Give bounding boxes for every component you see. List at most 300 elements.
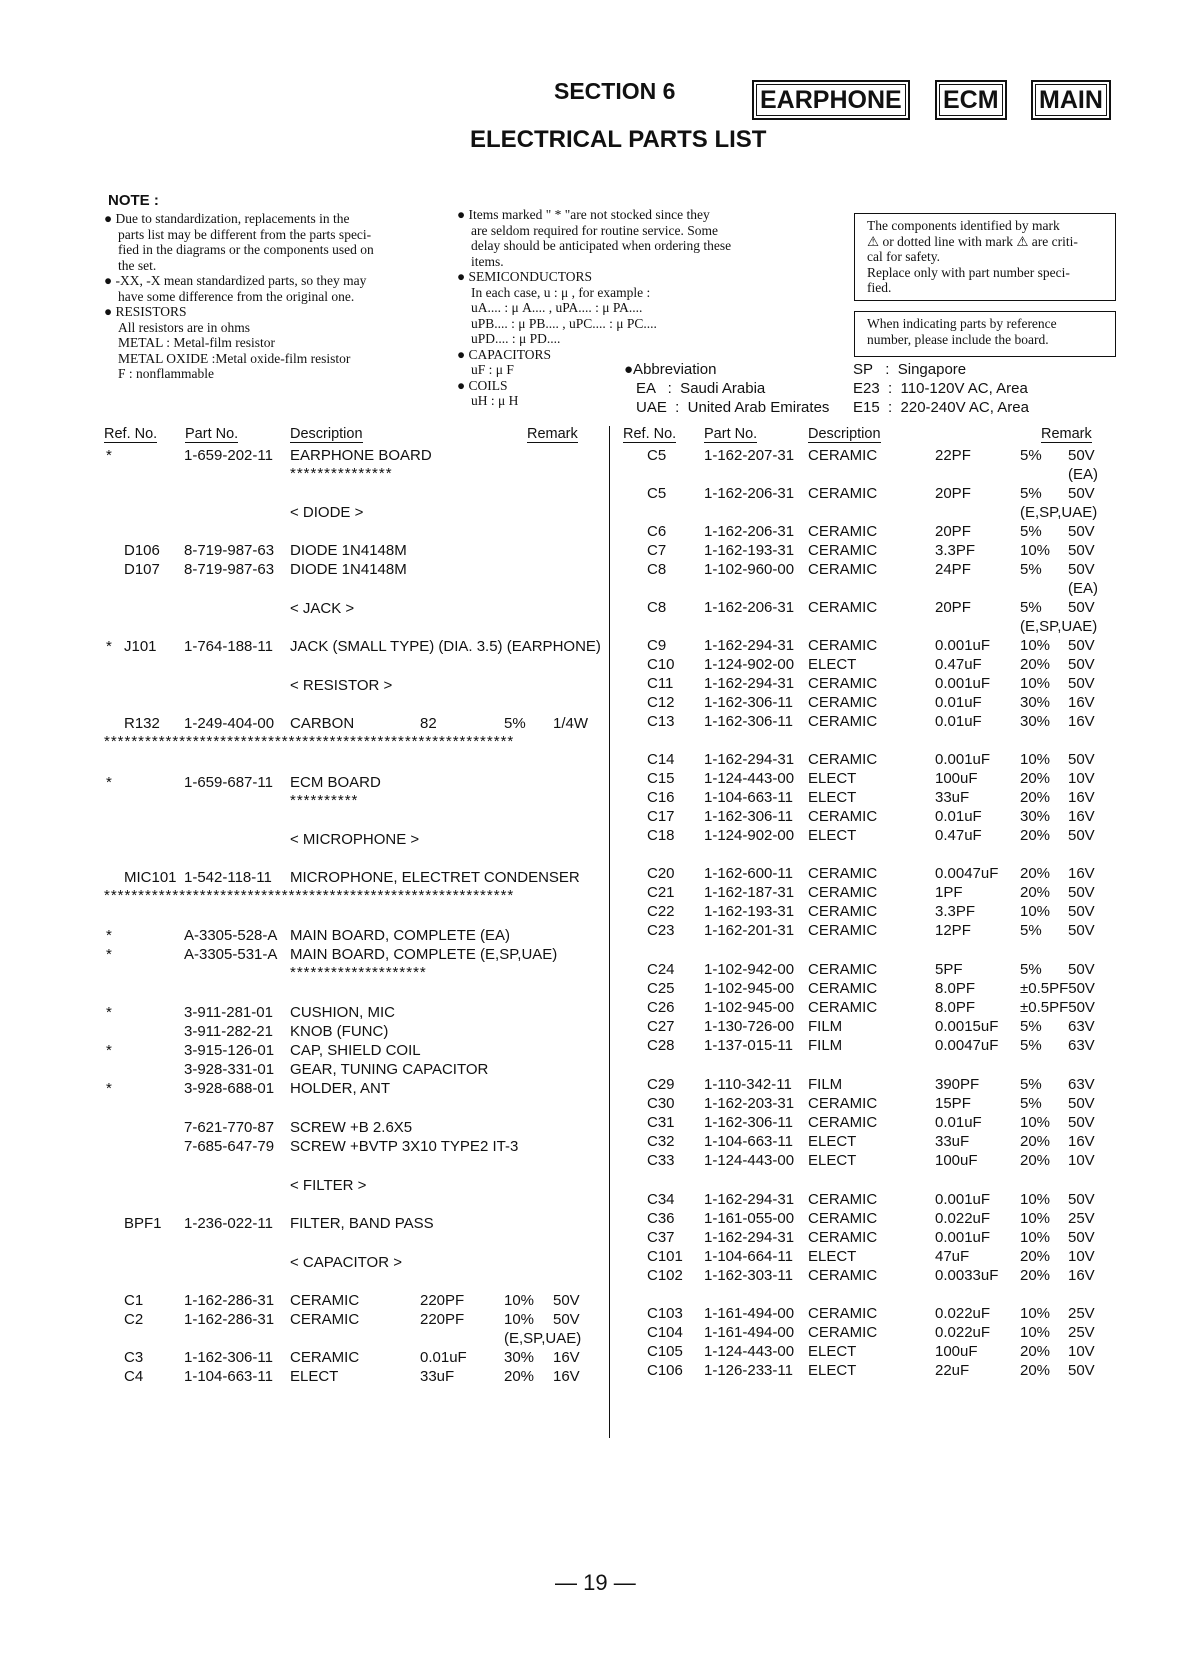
abbreviation-uae: UAE : United Arab Emirates	[636, 399, 830, 416]
cell-ref: C27	[647, 1018, 675, 1035]
cell-val: 0.0047uF	[935, 865, 999, 882]
cell-part: 1-162-207-31	[704, 447, 795, 464]
cell-part: 1-102-942-00	[704, 961, 795, 978]
cell-tol: 5%	[1020, 599, 1042, 616]
table-row	[0, 503, 1190, 523]
cell-part: 3-911-282-21	[184, 1023, 273, 1040]
cell-desc: MAIN BOARD, COMPLETE (EA)	[290, 927, 511, 944]
table-row	[0, 1132, 1190, 1152]
cell-part: 1-162-306-11	[704, 1114, 793, 1131]
note-line: In each case, u : μ , for example :	[471, 284, 651, 300]
cell-part: 1-162-286-31	[184, 1292, 275, 1309]
cell-volt: 16V	[553, 1349, 580, 1366]
cell-part: 1-162-294-31	[704, 751, 795, 768]
cell-tol: 20%	[504, 1368, 535, 1385]
cell-ref: C31	[647, 1114, 675, 1131]
note-line: uF : μ F	[471, 362, 514, 377]
table-row	[0, 1113, 1190, 1133]
cell-val: 100uF	[935, 1152, 978, 1169]
cell-part: 1-124-902-00	[704, 827, 795, 844]
cell-ref: C3	[124, 1349, 144, 1366]
cell-ref: D106	[124, 542, 160, 559]
cell-ref: R132	[124, 715, 160, 732]
table-row	[0, 1094, 1190, 1114]
cell-ref: C5	[647, 485, 667, 502]
cell-volt: 50V	[1068, 675, 1095, 692]
cell-volt: 50V	[553, 1311, 580, 1328]
cell-part: 1-162-193-31	[704, 542, 795, 559]
cell-desc: CERAMIC	[808, 751, 878, 768]
cell-val: 5PF	[935, 961, 963, 978]
cell-val: 33uF	[935, 789, 970, 806]
table-row	[0, 1228, 1190, 1248]
cell-volt: 50V	[1068, 751, 1095, 768]
cell-volt: 50V	[1068, 656, 1095, 673]
cell-tol: 20%	[1020, 770, 1051, 787]
cell-ref: C24	[647, 961, 675, 978]
cell-val: 3.3PF	[935, 903, 976, 920]
table-row	[0, 1151, 1190, 1171]
cell-ref: C32	[647, 1133, 675, 1150]
header-part-no: Part No.	[704, 426, 758, 442]
table-row	[0, 807, 1190, 827]
note-line: METAL OXIDE :Metal oxide-film resistor	[118, 350, 351, 366]
cell-desc: CERAMIC	[808, 542, 878, 559]
cell-part: 1-162-306-11	[704, 694, 793, 711]
cell-desc: < CAPACITOR >	[290, 1254, 402, 1271]
cell-part: 1-162-294-31	[704, 637, 795, 654]
note-line: are seldom required for routine service. Some	[471, 222, 719, 238]
cell-val: 0.001uF	[935, 675, 991, 692]
cell-part: 1-162-193-31	[704, 903, 795, 920]
cell-desc: CERAMIC	[290, 1311, 360, 1328]
cell-desc: CERAMIC	[808, 1191, 878, 1208]
note-line: METAL : Metal-film resistor	[118, 335, 276, 350]
table-row	[0, 1342, 1190, 1362]
cell-ref: C17	[647, 808, 675, 825]
cell-part: 1-542-118-11	[184, 869, 272, 886]
cell-val: 0.0047uF	[935, 1037, 999, 1054]
cell-part: 1-130-726-00	[704, 1018, 795, 1035]
cell-desc: ELECT	[808, 1362, 857, 1379]
cell-ref: C106	[647, 1362, 683, 1379]
cell-tol: 10%	[1020, 1191, 1051, 1208]
tag-earphone: EARPHONE	[752, 80, 910, 120]
cell-part: 1-236-022-11	[184, 1215, 273, 1232]
note-line: F : nonflammable	[118, 366, 214, 381]
cell-part: 1-161-055-00	[704, 1210, 795, 1227]
cell-val: 20PF	[935, 599, 971, 616]
cell-val: 24PF	[935, 561, 971, 578]
cell-desc: CERAMIC	[808, 865, 878, 882]
cell-desc: CERAMIC	[290, 1349, 360, 1366]
cell-volt: 25V	[1068, 1305, 1095, 1322]
cell-desc: FILM	[808, 1037, 843, 1054]
cell-tol: 10%	[1020, 1210, 1051, 1227]
cell-volt: 50V	[1068, 485, 1095, 502]
note-heading: NOTE :	[108, 192, 159, 209]
cell-val: 3.3PF	[935, 542, 976, 559]
cell-tol: 5%	[1020, 523, 1042, 540]
note-line: ● -XX, -X mean standardized parts, so they may	[104, 273, 367, 288]
cell-val: 20PF	[935, 523, 971, 540]
table-row	[0, 788, 1190, 808]
cell-tol: 5%	[1020, 1076, 1042, 1093]
cell-desc: ELECT	[808, 1248, 857, 1265]
cell-desc: CERAMIC	[808, 980, 878, 997]
table-row	[0, 826, 1190, 846]
cell-tol: (E,SP,UAE)	[1020, 618, 1098, 635]
cell-part: 1-161-494-00	[704, 1305, 795, 1322]
cell-val: 82	[420, 715, 437, 732]
header-ref-no: Ref. No.	[623, 426, 677, 442]
cell-desc: CERAMIC	[808, 903, 878, 920]
cell-ref: C36	[647, 1210, 675, 1227]
note-line: fied in the diagrams or the components used on	[118, 242, 374, 257]
cell-desc: ELECT	[290, 1368, 339, 1385]
cell-val: 33uF	[935, 1133, 970, 1150]
cell-val: 8.0PF	[935, 980, 976, 997]
cell-desc: CERAMIC	[808, 808, 878, 825]
cell-part: 1-124-902-00	[704, 656, 795, 673]
cell-desc: ELECT	[808, 1133, 857, 1150]
cell-tol: 5%	[1020, 485, 1042, 502]
cell-part: 1-162-600-11	[704, 865, 793, 882]
note-line: ● Items marked " * "are not stocked since they	[457, 207, 710, 222]
cell-part: 1-162-294-31	[704, 675, 795, 692]
cell-part: 1-161-494-00	[704, 1324, 795, 1341]
cell-tol: 5%	[1020, 1095, 1042, 1112]
cell-val: 12PF	[935, 922, 971, 939]
table-row	[0, 1209, 1190, 1229]
cell-part: 1-162-206-31	[704, 599, 795, 616]
cell-part: 3-928-331-01	[184, 1061, 275, 1078]
abbreviation-sp: SP : Singapore	[853, 361, 967, 378]
cell-part: 1-137-015-11	[704, 1037, 793, 1054]
table-row	[0, 960, 1190, 980]
cell-ref: BPF1	[124, 1215, 162, 1232]
cell-part: A-3305-531-A	[184, 946, 278, 963]
cell-tol: 20%	[1020, 1152, 1051, 1169]
cell-part: 3-915-126-01	[184, 1042, 275, 1059]
cell-tol: 10%	[1020, 903, 1051, 920]
cell-tol: 20%	[1020, 789, 1051, 806]
cell-desc: < RESISTOR >	[290, 677, 393, 694]
header-description: Description	[290, 426, 363, 442]
cell-ref: C22	[647, 903, 675, 920]
cell-volt: 10V	[1068, 770, 1095, 787]
reference-line: When indicating parts by reference	[867, 316, 1057, 331]
cell-volt: 50V	[1068, 1114, 1095, 1131]
cell-desc: CERAMIC	[808, 694, 878, 711]
cell-ref: C21	[647, 884, 675, 901]
cell-desc: ECM BOARD	[290, 774, 381, 791]
cell-val: 0.001uF	[935, 1191, 991, 1208]
page-number: — 19 —	[555, 1570, 636, 1595]
cell-desc: MICROPHONE, ELECTRET CONDENSER	[290, 869, 580, 886]
cell-volt: 16V	[1068, 1267, 1095, 1284]
cell-volt: 50V	[1068, 1095, 1095, 1112]
cell-tol: 30%	[1020, 808, 1051, 825]
note-line: ● COILS	[457, 377, 508, 393]
cell-tol: 30%	[1020, 713, 1051, 730]
cell-val: 100uF	[935, 1343, 978, 1360]
cell-volt: 16V	[1068, 865, 1095, 882]
cell-part: 1-102-945-00	[704, 980, 795, 997]
cell-ref: C1	[124, 1292, 144, 1309]
cell-val: 0.01uF	[935, 694, 982, 711]
note-line: the set.	[118, 257, 157, 273]
cell-val: 220PF	[420, 1311, 465, 1328]
table-row	[0, 1190, 1190, 1210]
cell-ref: C18	[647, 827, 675, 844]
section-heading: SECTION 6	[554, 78, 676, 104]
cell-tol: 20%	[1020, 865, 1051, 882]
cell-part: 1-124-443-00	[704, 770, 795, 787]
cell-desc: < FILTER >	[290, 1177, 367, 1194]
cell-part: 1-104-663-11	[704, 789, 793, 806]
cell-volt: 50V	[1068, 961, 1095, 978]
cell-volt: 10V	[1068, 1343, 1095, 1360]
note-line: ● SEMICONDUCTORS	[457, 269, 593, 284]
cell-volt: 16V	[1068, 789, 1095, 806]
cell-tol: 20%	[1020, 884, 1051, 901]
header-ref-no: Ref. No.	[104, 426, 158, 442]
cell-volt: 1/4W	[553, 715, 589, 732]
note-line: All resistors are in ohms	[118, 319, 250, 335]
cell-tol: 10%	[1020, 1229, 1051, 1246]
table-row	[0, 465, 1190, 485]
cell-tol: 10%	[504, 1311, 535, 1328]
cell-val: 100uF	[935, 770, 978, 787]
cell-volt: 50V	[1068, 922, 1095, 939]
cell-part: 8-719-987-63	[184, 561, 275, 578]
abbreviation-e23: E23 : 110-120V AC, Area	[853, 380, 1028, 397]
table-row	[0, 769, 1190, 789]
cell-desc: CERAMIC	[808, 1267, 878, 1284]
table-row	[0, 598, 1190, 618]
cell-val: 0.022uF	[935, 1305, 991, 1322]
cell-tol: 10%	[1020, 542, 1051, 559]
cell-ref: C5	[647, 447, 667, 464]
cell-desc: JACK (SMALL TYPE) (DIA. 3.5) (EARPHONE)	[290, 638, 601, 655]
note-line: have some difference from the original one.	[118, 288, 355, 304]
cell-tol: ±0.5PF50V	[1020, 980, 1095, 997]
cell-volt: 10V	[1068, 1248, 1095, 1265]
cell-mark: *	[106, 774, 112, 791]
cell-desc: < DIODE >	[290, 504, 364, 521]
cell-tol: 10%	[1020, 675, 1051, 692]
cell-tol: 10%	[1020, 1305, 1051, 1322]
cell-volt: 50V	[553, 1292, 580, 1309]
cell-tol: 5%	[1020, 922, 1042, 939]
cell-ref: C13	[647, 713, 675, 730]
cell-ref: C15	[647, 770, 675, 787]
cell-volt: 63V	[1068, 1076, 1095, 1093]
cell-tol: 5%	[1020, 561, 1042, 578]
cell-ref: C11	[647, 675, 674, 692]
cell-mark: *	[106, 1042, 112, 1059]
cell-part: 3-928-688-01	[184, 1080, 275, 1097]
cell-desc: ***************	[290, 465, 393, 482]
cell-ref: C28	[647, 1037, 675, 1054]
cell-desc: EARPHONE BOARD	[290, 447, 432, 464]
cell-val: 390PF	[935, 1076, 980, 1093]
table-row	[0, 712, 1190, 732]
cell-part: 1-249-404-00	[184, 715, 275, 732]
cell-part: 1-104-663-11	[704, 1133, 793, 1150]
cell-part: 1-162-206-31	[704, 523, 795, 540]
cell-val: 0.0015uF	[935, 1018, 999, 1035]
cell-desc: CARBON	[290, 715, 355, 732]
cell-part: 1-124-443-00	[704, 1343, 795, 1360]
cell-volt: 25V	[1068, 1210, 1095, 1227]
table-row	[0, 979, 1190, 999]
cell-volt: 50V	[1068, 599, 1095, 616]
cell-part: 1-162-303-11	[704, 1267, 793, 1284]
safety-line: ⚠ or dotted line with mark ⚠ are criti-	[867, 233, 1078, 249]
cell-part: 1-124-443-00	[704, 1152, 795, 1169]
cell-desc: ELECT	[808, 770, 857, 787]
cell-ref: C102	[647, 1267, 683, 1284]
cell-ref: C29	[647, 1076, 675, 1093]
cell-mark: *	[106, 946, 112, 963]
cell-tol: 5%	[504, 715, 526, 732]
cell-ref: C4	[124, 1368, 144, 1385]
table-row	[0, 522, 1190, 542]
cell-val: 0.022uF	[935, 1324, 991, 1341]
cell-val: 1PF	[935, 884, 963, 901]
cell-part: 1-162-201-31	[704, 922, 795, 939]
cell-tol: 20%	[1020, 1362, 1051, 1379]
cell-desc: CERAMIC	[808, 485, 878, 502]
table-row	[0, 446, 1190, 466]
table-row	[0, 902, 1190, 922]
table-row	[0, 1247, 1190, 1267]
cell-desc: CERAMIC	[808, 599, 878, 616]
cell-ref: C105	[647, 1343, 683, 1360]
cell-desc: CERAMIC	[808, 637, 878, 654]
cell-tol: 20%	[1020, 827, 1051, 844]
note-line: uH : μ H	[471, 393, 519, 408]
table-row	[0, 1304, 1190, 1324]
cell-desc: DIODE 1N4148M	[290, 542, 407, 559]
cell-desc: ELECT	[808, 1152, 857, 1169]
table-row	[0, 1323, 1190, 1343]
cell-desc: **********	[290, 792, 359, 809]
cell-tol: 5%	[1020, 447, 1042, 464]
header-part-no: Part No.	[185, 426, 239, 442]
cell-val: 0.01uF	[935, 808, 982, 825]
cell-desc: CERAMIC	[808, 1305, 878, 1322]
table-row	[0, 1361, 1190, 1381]
table-row	[0, 1266, 1190, 1286]
cell-desc: CAP, SHIELD COIL	[290, 1042, 421, 1059]
cell-volt: 16V	[553, 1368, 580, 1385]
cell-val: 20PF	[935, 485, 971, 502]
cell-ref: C10	[647, 656, 675, 673]
cell-desc: CERAMIC	[808, 884, 878, 901]
cell-desc: ********************	[290, 964, 427, 981]
cell-ref: C25	[647, 980, 675, 997]
cell-val: 0.001uF	[935, 1229, 991, 1246]
cell-tol: 20%	[1020, 1248, 1051, 1265]
note-line: uA.... : μ A.... , uPA.... : μ PA....	[471, 300, 643, 315]
table-row	[0, 541, 1190, 561]
cell-volt: 25V	[1068, 1324, 1095, 1341]
cell-desc: CERAMIC	[808, 922, 878, 939]
safety-line: Replace only with part number speci-	[867, 264, 1070, 280]
cell-val: 0.0033uF	[935, 1267, 999, 1284]
cell-volt: 16V	[1068, 694, 1095, 711]
cell-mark: *	[106, 638, 112, 655]
cell-part: 3-911-281-01	[184, 1004, 273, 1021]
cell-desc: ELECT	[808, 656, 857, 673]
cell-tol: (E,SP,UAE)	[504, 1330, 582, 1347]
cell-part: 1-162-294-31	[704, 1191, 795, 1208]
cell-desc: CERAMIC	[808, 561, 878, 578]
cell-line: ************************************************************	[104, 733, 515, 750]
cell-tol: (E,SP,UAE)	[1020, 504, 1098, 521]
cell-volt: 50V	[1068, 827, 1095, 844]
cell-ref: C30	[647, 1095, 675, 1112]
cell-part: 7-685-647-79	[184, 1138, 275, 1155]
cell-mark: *	[106, 1080, 112, 1097]
cell-desc: CERAMIC	[808, 961, 878, 978]
table-row	[0, 921, 1190, 941]
cell-ref: C2	[124, 1311, 144, 1328]
cell-desc: < MICROPHONE >	[290, 831, 420, 848]
tag-main: MAIN	[1031, 80, 1111, 120]
cell-ref: C23	[647, 922, 675, 939]
cell-volt: 50V	[1068, 561, 1095, 578]
cell-volt: 16V	[1068, 713, 1095, 730]
cell-volt: 50V	[1068, 903, 1095, 920]
cell-ref: C9	[647, 637, 667, 654]
tag-ecm: ECM	[935, 80, 1007, 120]
cell-volt: 16V	[1068, 1133, 1095, 1150]
cell-part: 1-162-206-31	[704, 485, 795, 502]
cell-volt: 10V	[1068, 1152, 1095, 1169]
cell-val: 22PF	[935, 447, 971, 464]
cell-ref: MIC101	[124, 869, 177, 886]
cell-part: 8-719-987-63	[184, 542, 275, 559]
cell-val: 0.47uF	[935, 656, 982, 673]
cell-volt: 50V	[1068, 1362, 1095, 1379]
note-line: items.	[471, 253, 504, 269]
cell-tol: 30%	[504, 1349, 535, 1366]
cell-val: 0.001uF	[935, 751, 991, 768]
cell-ref: C37	[647, 1229, 675, 1246]
cell-desc: ELECT	[808, 1343, 857, 1360]
table-row	[0, 1036, 1190, 1056]
cell-desc: KNOB (FUNC)	[290, 1023, 389, 1040]
cell-ref: C33	[647, 1152, 675, 1169]
page-title: ELECTRICAL PARTS LIST	[470, 126, 767, 153]
cell-desc: CERAMIC	[808, 523, 878, 540]
abbreviation-e15: E15 : 220-240V AC, Area	[853, 399, 1029, 416]
cell-mark: *	[106, 1004, 112, 1021]
abbreviation-ea: EA : Saudi Arabia	[636, 380, 766, 397]
cell-volt: 50V	[1068, 637, 1095, 654]
cell-volt: 50V	[1068, 884, 1095, 901]
cell-part: 1-102-945-00	[704, 999, 795, 1016]
table-row	[0, 617, 1190, 637]
cell-tol: 10%	[1020, 1114, 1051, 1131]
cell-ref: C103	[647, 1305, 683, 1322]
table-row	[0, 693, 1190, 713]
cell-ref: C34	[647, 1191, 675, 1208]
